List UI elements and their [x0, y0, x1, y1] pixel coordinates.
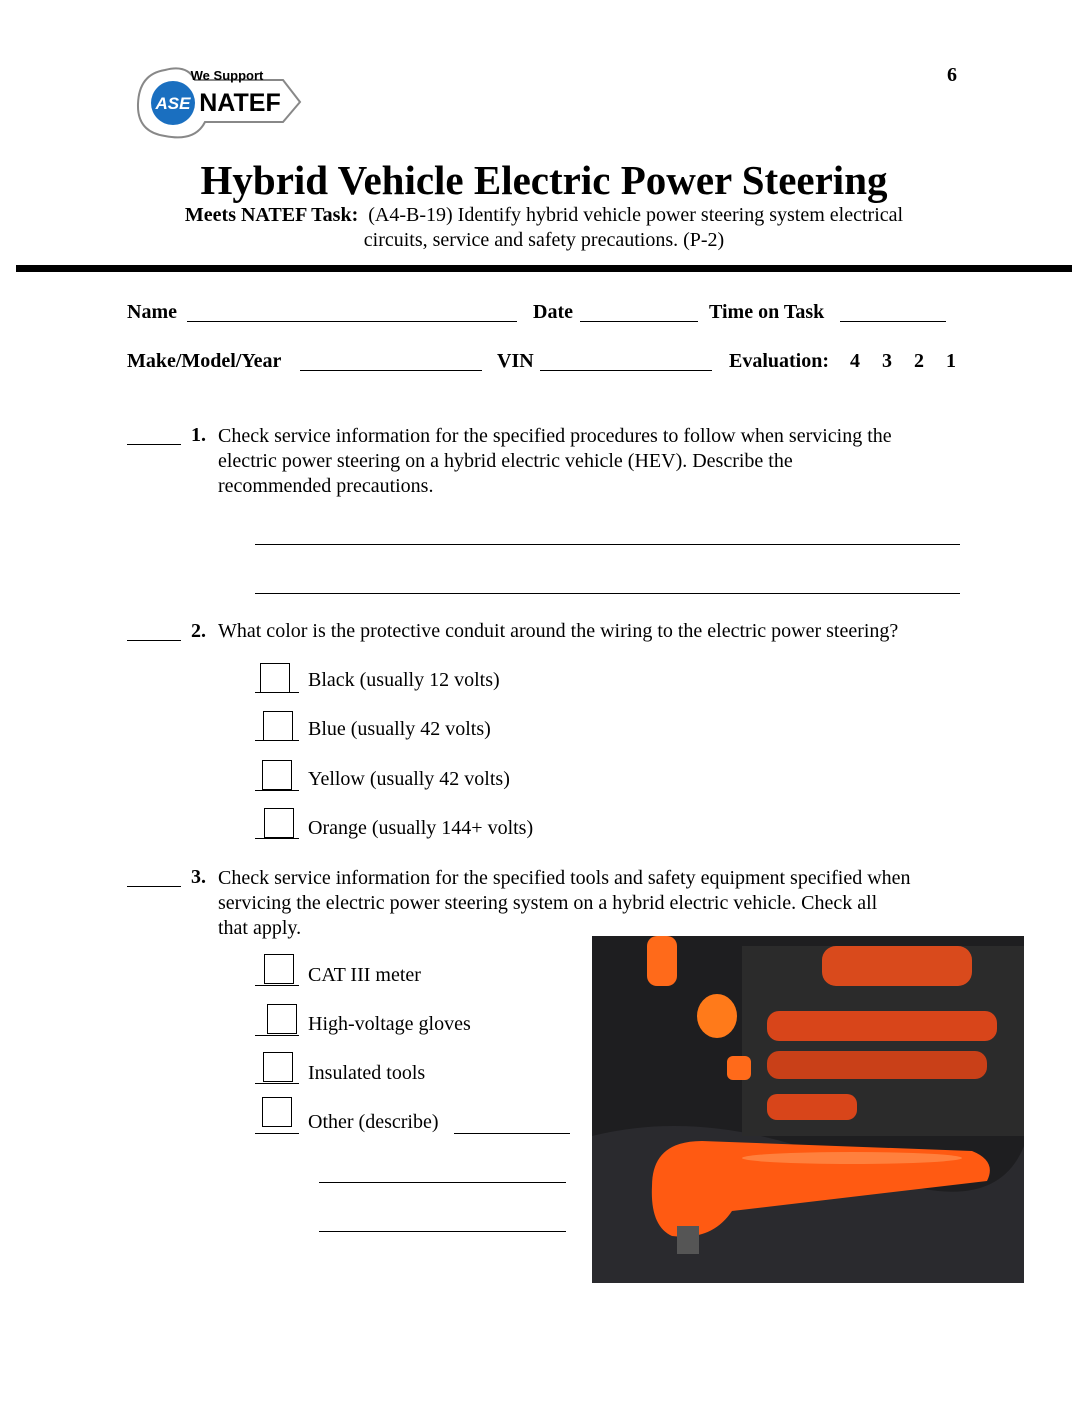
- eval-3[interactable]: 3: [882, 350, 892, 372]
- q3-option: CAT III meter: [308, 964, 421, 986]
- q3-checkbox-tools[interactable]: [263, 1052, 293, 1082]
- q1-answer-line[interactable]: [255, 593, 960, 594]
- q2-option: Yellow (usually 42 volts): [308, 768, 510, 790]
- name-field[interactable]: [187, 321, 517, 322]
- q1-number: 1.: [191, 424, 206, 446]
- q2-option: Black (usually 12 volts): [308, 669, 500, 691]
- q1-score-blank[interactable]: [127, 444, 181, 445]
- q1-line: Check service information for the specified procedures to follow when servicing the: [218, 425, 892, 447]
- page-title: Hybrid Vehicle Electric Power Steering: [200, 157, 888, 203]
- q2-number: 2.: [191, 620, 206, 642]
- q3-checkbox-gloves[interactable]: [267, 1004, 297, 1034]
- q3-text: [218, 866, 911, 941]
- header-divider: [16, 265, 1072, 272]
- date-label: Date: [533, 301, 573, 323]
- q1-line: electric power steering on a hybrid electric vehicle (HEV). Describe the: [218, 450, 793, 472]
- q2-checkbox-yellow[interactable]: [262, 760, 292, 790]
- insulated-tools-photo: [592, 936, 1024, 1283]
- q3-checkbox-other[interactable]: [262, 1097, 292, 1127]
- q2-score-blank[interactable]: [127, 640, 181, 641]
- task-description: [0, 203, 1088, 253]
- q3-line: servicing the electric power steering system on a hybrid electric vehicle. Check all: [218, 892, 878, 914]
- q2-option: Orange (usually 144+ volts): [308, 817, 534, 839]
- natef-logo: [135, 62, 305, 144]
- make-model-year-field[interactable]: [300, 370, 482, 371]
- q3-score-blank[interactable]: [127, 886, 181, 887]
- q3-number: 3.: [191, 866, 206, 888]
- date-field[interactable]: [580, 321, 698, 322]
- svg-text:NATEF: NATEF: [199, 89, 281, 117]
- q3-option: Other (describe): [308, 1111, 439, 1133]
- q1-text: [218, 424, 892, 499]
- q1-line: recommended precautions.: [218, 475, 434, 497]
- q3-other-line[interactable]: [319, 1231, 566, 1232]
- eval-1[interactable]: 1: [946, 350, 956, 372]
- eval-2[interactable]: 2: [914, 350, 924, 372]
- make-model-year-label: Make/Model/Year: [127, 350, 282, 372]
- q3-other-line[interactable]: [454, 1133, 570, 1134]
- q2-option: Blue (usually 42 volts): [308, 718, 491, 740]
- q3-option: Insulated tools: [308, 1062, 426, 1084]
- q1-answer-line[interactable]: [255, 544, 960, 545]
- q3-line: that apply.: [218, 917, 302, 939]
- time-label: Time on Task: [709, 301, 825, 323]
- svg-text:We Support: We Support: [190, 68, 264, 83]
- task-line1: (A4-B-19) Identify hybrid vehicle power steering system electrical: [368, 204, 904, 226]
- vin-label: VIN: [497, 350, 534, 372]
- vin-field[interactable]: [540, 370, 712, 371]
- svg-text:ASE: ASE: [155, 94, 191, 113]
- name-label: Name: [127, 301, 177, 323]
- q2-checkbox-orange[interactable]: [264, 808, 294, 838]
- q3-line: Check service information for the specified tools and safety equipment specified when: [218, 867, 911, 889]
- q3-option: High-voltage gloves: [308, 1013, 471, 1035]
- page-number: 6: [947, 64, 957, 86]
- task-line2: circuits, service and safety precautions. (P-2): [363, 229, 725, 251]
- evaluation-label: Evaluation:: [729, 350, 830, 372]
- q2-checkbox-blue[interactable]: [263, 711, 293, 741]
- q2-checkbox-black[interactable]: [260, 663, 290, 693]
- q3-other-line[interactable]: [319, 1182, 566, 1183]
- task-label: Meets NATEF Task:: [184, 204, 359, 226]
- q3-checkbox-cat3[interactable]: [264, 954, 294, 984]
- eval-4[interactable]: 4: [850, 350, 860, 372]
- q2-text: What color is the protective conduit around the wiring to the electric power steering?: [218, 620, 899, 642]
- time-field[interactable]: [840, 321, 946, 322]
